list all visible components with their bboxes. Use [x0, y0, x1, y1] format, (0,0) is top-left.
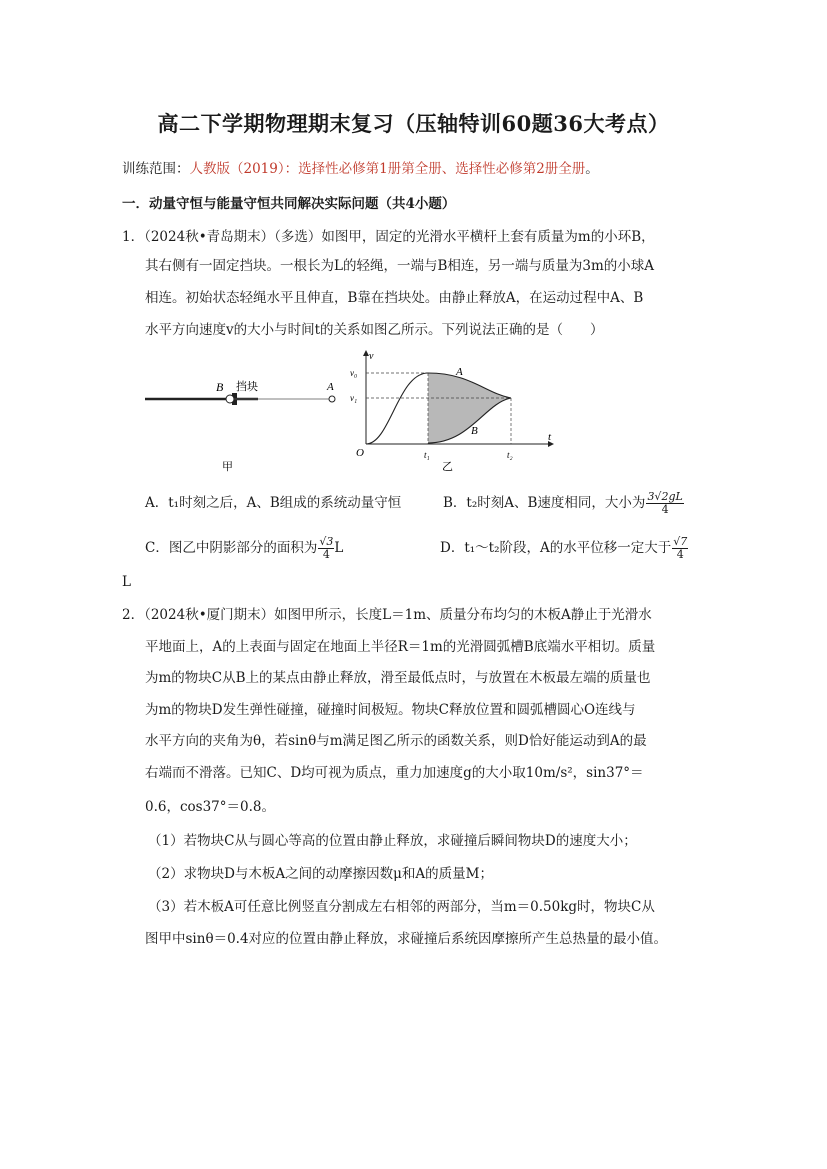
label-origin: O [356, 447, 364, 459]
option-c-fraction [318, 536, 334, 561]
label-t1: t₁ [424, 450, 430, 460]
label-jia: 甲 [222, 461, 233, 473]
range-content: 人教版（2019）：选择性必修第1册第全册、选择性必修第2册全册 [189, 161, 586, 177]
q2-line-6: 右端而不滑落。已知C、D均可视为质点，重力加速度g的大小取10m/s²，sin37°＝ [145, 765, 644, 781]
option-b-text: B．t₂时刻A、B速度相同，大小为 [443, 495, 646, 511]
q2-line-3: 为m的物块C从B上的某点由静止释放，滑至最低点时，与放置在木板最左端的质量也 [145, 670, 651, 686]
label-t: t [548, 431, 552, 443]
label-v0: v₀ [350, 368, 358, 378]
q2-line-4: 为m的物块D发生弹性碰撞，碰撞时间极短。物块C释放位置和圆弧槽圆心O连线与 [145, 702, 636, 718]
option-d-denominator: 4 [676, 548, 684, 561]
label-v1: v₁ [350, 393, 358, 403]
q1-option-b [443, 491, 684, 516]
option-b-fraction [646, 491, 683, 516]
section-heading: 一．动量守恒与能量守恒共同解决实际问题（共4小题） [122, 196, 456, 212]
q1-line-1: 1．（2024秋•青岛期末）（多选）如图甲，固定的光滑水平横杆上套有质量为m的小环B， [122, 229, 655, 245]
option-c-denominator: 4 [322, 548, 330, 561]
option-c-text: C．图乙中阴影部分的面积为 [145, 540, 318, 556]
shaded-area [428, 373, 511, 443]
q2-line-1: 2．（2024秋•厦门期末）如图甲所示，长度L＝1m、质量分布均匀的木板A静止于光滑水 [122, 607, 652, 623]
option-b-denominator: 4 [661, 503, 669, 516]
label-b: B [216, 380, 224, 394]
training-range [122, 157, 599, 177]
q2-subquestion-2: （2）求物块D与木板A之间的动摩擦因数μ和A的质量M； [148, 866, 494, 882]
q2-line-2: 平地面上，A的上表面与固定在地面上半径R＝1m的光滑圆弧槽B底端水平相切。质量 [145, 639, 656, 655]
q1-line-4: 水平方向速度v的大小与时间t的关系如图乙所示。下列说法正确的是（ ） [145, 322, 604, 338]
q2-subquestion-3b: 图甲中sinθ＝0.4对应的位置由静止释放，求碰撞后系统因摩擦所产生总热量的最小值。 [145, 931, 668, 947]
range-end: 。 [585, 161, 599, 177]
label-yi: 乙 [442, 461, 453, 473]
option-c-numerator: √3 [319, 535, 334, 548]
label-curve-b: B [471, 425, 478, 437]
q1-option-d-wrap: L [122, 574, 131, 590]
option-d-numerator: √7 [673, 535, 688, 548]
q2-subquestion-1: （1）若物块C从与圆心等高的位置由静止释放，求碰撞后瞬间物块D的速度大小； [148, 833, 637, 849]
ring-b [226, 395, 234, 403]
q1-figure [140, 348, 560, 483]
option-d-text: D．t₁～t₂阶段，A的水平位移一定大于 [440, 540, 672, 556]
q1-line-2: 其右侧有一固定挡块。一根长为L的轻绳，一端与B相连，另一端与质量为3m的小球A [145, 258, 655, 274]
q1-line-3: 相连。初始状态轻绳水平且伸直，B靠在挡块处。由静止释放A，在运动过程中A、B [145, 290, 644, 306]
q2-line-5: 水平方向的夹角为θ，若sinθ与m满足图乙所示的函数关系，则D恰好能运动到A的最 [145, 733, 647, 749]
ball-a [329, 396, 335, 402]
label-a: A [327, 381, 334, 393]
q2-subquestion-3a: （3）若木板A可任意比例竖直分割成左右相邻的两部分，当m＝0.50kg时，物块C从 [148, 899, 655, 915]
label-t2: t₂ [507, 450, 513, 460]
option-c-unit: L [334, 540, 344, 556]
label-block: 挡块 [236, 381, 258, 393]
range-label: 训练范围： [122, 161, 190, 177]
q1-option-a: A．t₁时刻之后，A、B组成的系统动量守恒 [145, 495, 402, 511]
q1-option-d [440, 536, 688, 561]
figure-jia [145, 379, 335, 473]
q1-option-c [145, 536, 343, 561]
label-v: v [369, 351, 374, 362]
q2-line-7: 0.6，cos37°＝0.8。 [145, 799, 275, 815]
option-d-fraction [672, 536, 688, 561]
option-b-numerator: 3√2gL [647, 490, 683, 503]
figure-yi [350, 350, 554, 473]
page-title: 高二下学期物理期末复习（压轴特训60题36大考点） [157, 111, 670, 136]
label-curve-a: A [456, 366, 463, 378]
